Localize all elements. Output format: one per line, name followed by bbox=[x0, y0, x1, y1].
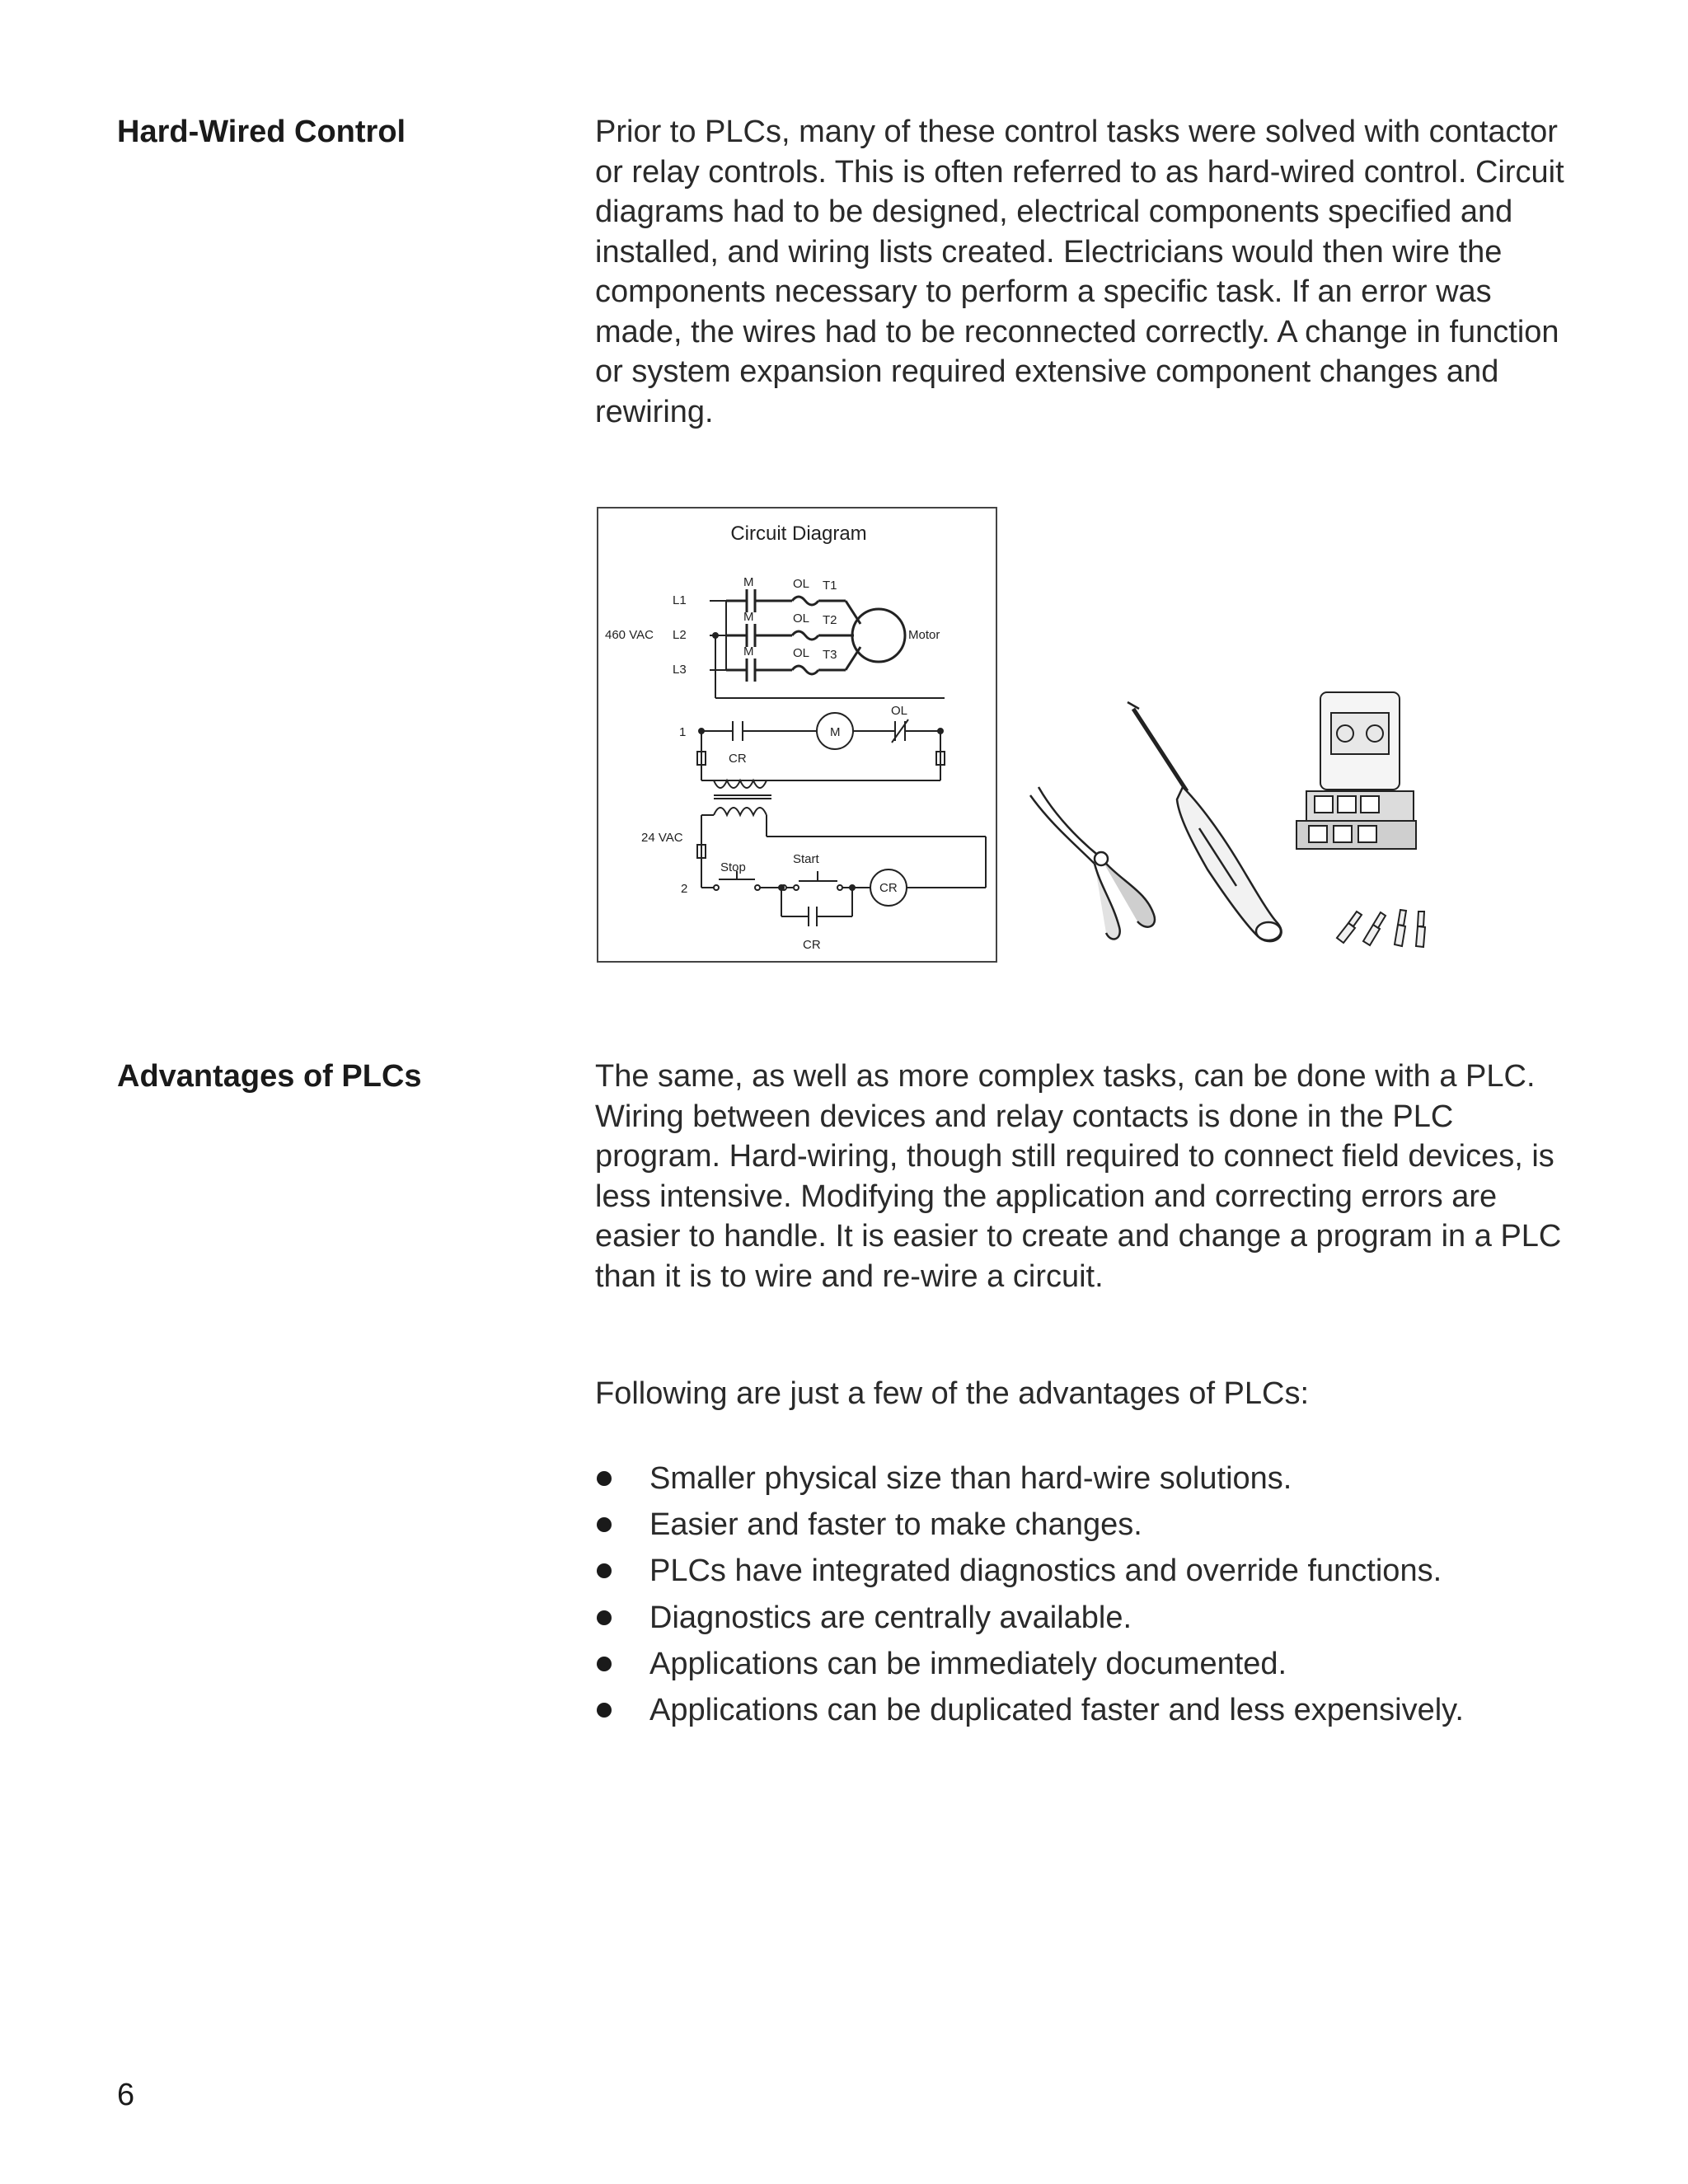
circuit-label: OL bbox=[793, 577, 810, 591]
circuit-label: Motor bbox=[908, 628, 940, 642]
hard-wired-paragraph: Prior to PLCs, many of these control tasks were solved with contactor or relay controls. This is often referred to as hard-wired control. Circuit diagrams had to be designed, electrical components specified and installed, and wiring lists created. Electricians would then wire the components necessary to perform a specific task. If an error was made, the wires had to be reconnected correctly. A change in function or system expansion required extensive component changes and rewiring. bbox=[595, 115, 1564, 429]
circuit-label: CR bbox=[879, 881, 898, 895]
section-heading-hard-wired-control: Hard-Wired Control bbox=[117, 115, 406, 149]
circuit-label: M bbox=[743, 610, 754, 624]
relay-module-icon bbox=[1296, 692, 1416, 849]
bullet-icon bbox=[597, 1471, 612, 1486]
circuit-label: OL bbox=[793, 646, 810, 660]
bullet-icon bbox=[597, 1563, 612, 1578]
control-rung-2 bbox=[697, 837, 986, 926]
circuit-label: L3 bbox=[673, 663, 687, 677]
bullet-icon bbox=[597, 1703, 612, 1718]
circuit-label: L2 bbox=[673, 628, 687, 642]
circuit-label: 460 VAC bbox=[605, 628, 654, 642]
tools-illustration bbox=[1022, 676, 1451, 968]
list-item: Smaller physical size than hard-wire solutions. bbox=[595, 1455, 1584, 1502]
control-transformer bbox=[701, 780, 986, 837]
circuit-label: 1 bbox=[679, 725, 687, 739]
circuit-title: Circuit Diagram bbox=[730, 523, 867, 545]
list-item: Applications can be immediately documented. bbox=[595, 1641, 1584, 1687]
circuit-label: M bbox=[743, 575, 754, 589]
advantages-paragraph: The same, as well as more complex tasks, can be done with a PLC. Wiring between devices and relay contacts is done in the PLC program. Hard-wiring, though still required to connect field devices, is less intensive. Modifying the application and correcting errors are easier to handle. It is easier to create and change a program in a PLC than it is to wire and re-wire a circuit. bbox=[595, 1059, 1562, 1294]
circuit-label: L1 bbox=[673, 593, 687, 607]
circuit-label: CR bbox=[803, 938, 821, 952]
circuit-label: 2 bbox=[681, 882, 688, 896]
list-item: PLCs have integrated diagnostics and override functions. bbox=[595, 1548, 1584, 1594]
circuit-label: CR bbox=[729, 752, 747, 766]
bullet-icon bbox=[597, 1610, 612, 1625]
motor-symbol bbox=[846, 601, 905, 670]
list-item: Applications can be duplicated faster and less expensively. bbox=[595, 1687, 1584, 1733]
circuit-label: Stop bbox=[720, 860, 746, 874]
control-rung-1 bbox=[697, 713, 945, 780]
wire-terminals-icon bbox=[1337, 910, 1425, 947]
circuit-label: M bbox=[830, 725, 841, 739]
circuit-label: T2 bbox=[823, 613, 837, 627]
circuit-label: M bbox=[743, 644, 754, 658]
bullet-icon bbox=[597, 1657, 612, 1671]
page-number: 6 bbox=[117, 2078, 135, 2112]
needle-nose-pliers-icon bbox=[1030, 787, 1155, 939]
bullet-icon bbox=[597, 1517, 612, 1532]
circuit-label: 24 VAC bbox=[641, 831, 683, 845]
circuit-label: OL bbox=[793, 612, 810, 626]
overload-heaters bbox=[792, 597, 846, 674]
circuit-label: Start bbox=[793, 852, 819, 866]
circuit-label: OL bbox=[891, 704, 908, 718]
circuit-diagram bbox=[597, 507, 997, 963]
main-contacts bbox=[726, 589, 792, 682]
list-item: Diagnostics are centrally available. bbox=[595, 1595, 1584, 1641]
list-item: Easier and faster to make changes. bbox=[595, 1502, 1584, 1548]
advantages-intro: Following are just a few of the advantages of PLCs: bbox=[595, 1376, 1310, 1411]
section-heading-advantages-of-plcs: Advantages of PLCs bbox=[117, 1059, 422, 1094]
advantages-list bbox=[595, 1455, 1584, 1733]
circuit-label: T3 bbox=[823, 648, 837, 662]
circuit-label: T1 bbox=[823, 579, 837, 593]
